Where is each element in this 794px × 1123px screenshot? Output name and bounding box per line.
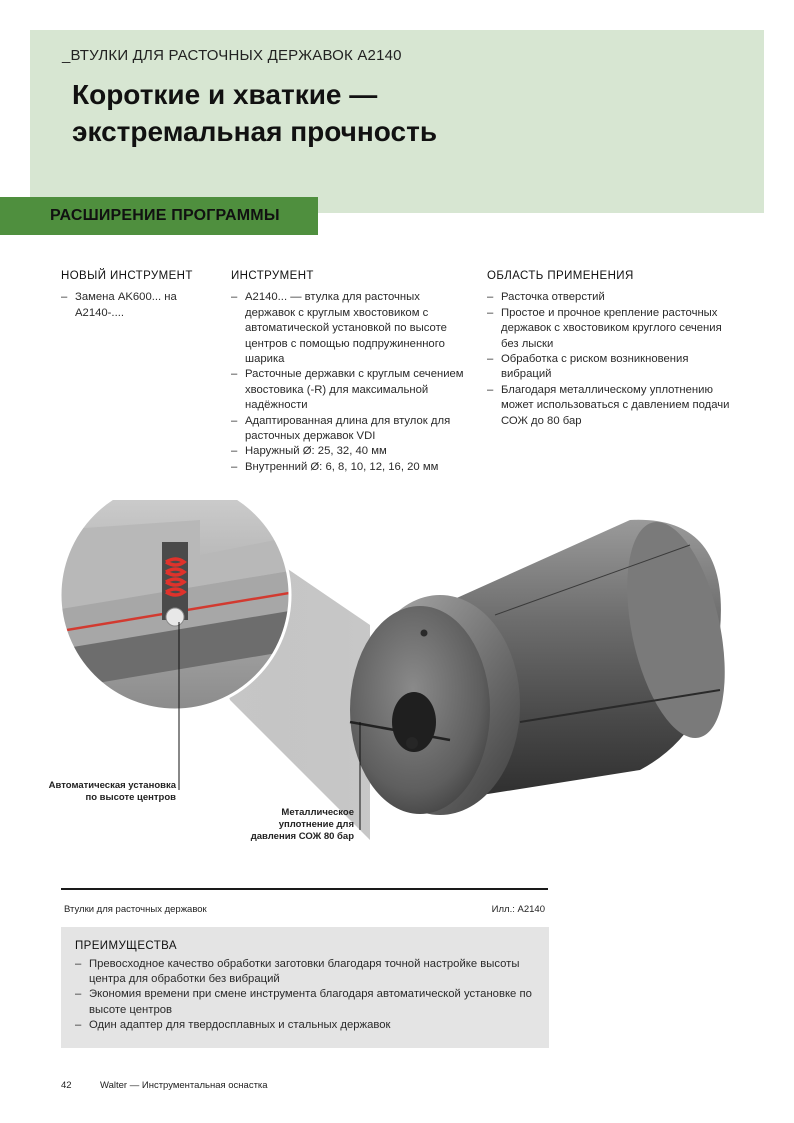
benefits-box xyxy=(61,927,549,1048)
footer-text: Walter — Инструментальная оснастка xyxy=(100,1080,268,1091)
page-number: 42 xyxy=(61,1080,72,1091)
list-item: – Внутренний Ø: 6, 8, 10, 12, 16, 20 мм xyxy=(231,460,471,475)
coolant-hole xyxy=(406,737,418,749)
page-title-line-1: Короткие и хваткие — xyxy=(72,79,378,110)
sleeve-illustration xyxy=(40,500,780,860)
list-item: – A2140... — втулка для расточных державок с круглым хвостовиком с автоматической установкой по высоте центров с помощью подпружиненного шарика xyxy=(231,290,471,367)
list-item: – Благодаря металлическому уплотнению может использоваться с давлением подачи СОЖ до 80 бар xyxy=(487,383,737,429)
page-title xyxy=(72,76,437,150)
section-kicker: _ВТУЛКИ ДЛЯ РАСТОЧНЫХ ДЕРЖАВОК A2140 xyxy=(62,47,402,64)
application-column xyxy=(487,269,737,429)
tool-heading: ИНСТРУМЕНТ xyxy=(231,270,314,282)
list-item: – Превосходное качество обработки заготовки благодаря точной настройке высоты центра для обработки без вибраций xyxy=(75,957,535,987)
new-tool-heading: НОВЫЙ ИНСТРУМЕНТ xyxy=(61,270,193,282)
top-hole xyxy=(421,630,428,637)
banner-label: РАСШИРЕНИЕ ПРОГРАММЫ xyxy=(50,207,280,224)
program-extension-banner xyxy=(0,197,318,235)
callout-metal-seal: Металлическое уплотнение для давления СОЖ 80 бар xyxy=(250,807,354,842)
list-item: – Обработка с риском возникновения вибраций xyxy=(487,352,737,383)
illustration-reference xyxy=(440,904,545,915)
list-item: – Замена AK600... на A2140-.... xyxy=(61,290,211,321)
list-item: – Расточка отверстий xyxy=(487,290,737,305)
list-item: – Простое и прочное крепление расточных державок с хвостовиком круглого сечения без лыски xyxy=(487,306,737,352)
benefits-heading: ПРЕИМУЩЕСТВА xyxy=(75,940,177,952)
list-item: – Расточные державки с круглым сечением хвостовика (-R) для максимальной надёжности xyxy=(231,367,471,413)
new-tool-column xyxy=(61,269,211,321)
illustration-caption: Втулки для расточных державок xyxy=(64,904,207,915)
application-heading: ОБЛАСТЬ ПРИМЕНЕНИЯ xyxy=(487,270,634,282)
list-item: – Экономия времени при смене инструмента благодаря автоматической установке по высоте центров xyxy=(75,987,535,1017)
page-title-line-2: экстремальная прочность xyxy=(72,116,438,147)
ball-icon xyxy=(166,608,184,626)
caption-rule xyxy=(61,888,548,890)
callout-auto-centering: Автоматическая установка по высоте центров xyxy=(48,780,176,803)
illustration-ref-value: A2140 xyxy=(517,904,545,915)
tool-column xyxy=(231,269,471,475)
list-item: – Один адаптер для твердосплавных и стальных державок xyxy=(75,1018,535,1033)
list-item: – Адаптированная длина для втулок для расточных державок VDI xyxy=(231,414,471,445)
illustration-ref-label: Илл.: xyxy=(491,904,515,915)
list-item: – Наружный Ø: 25, 32, 40 мм xyxy=(231,444,471,459)
